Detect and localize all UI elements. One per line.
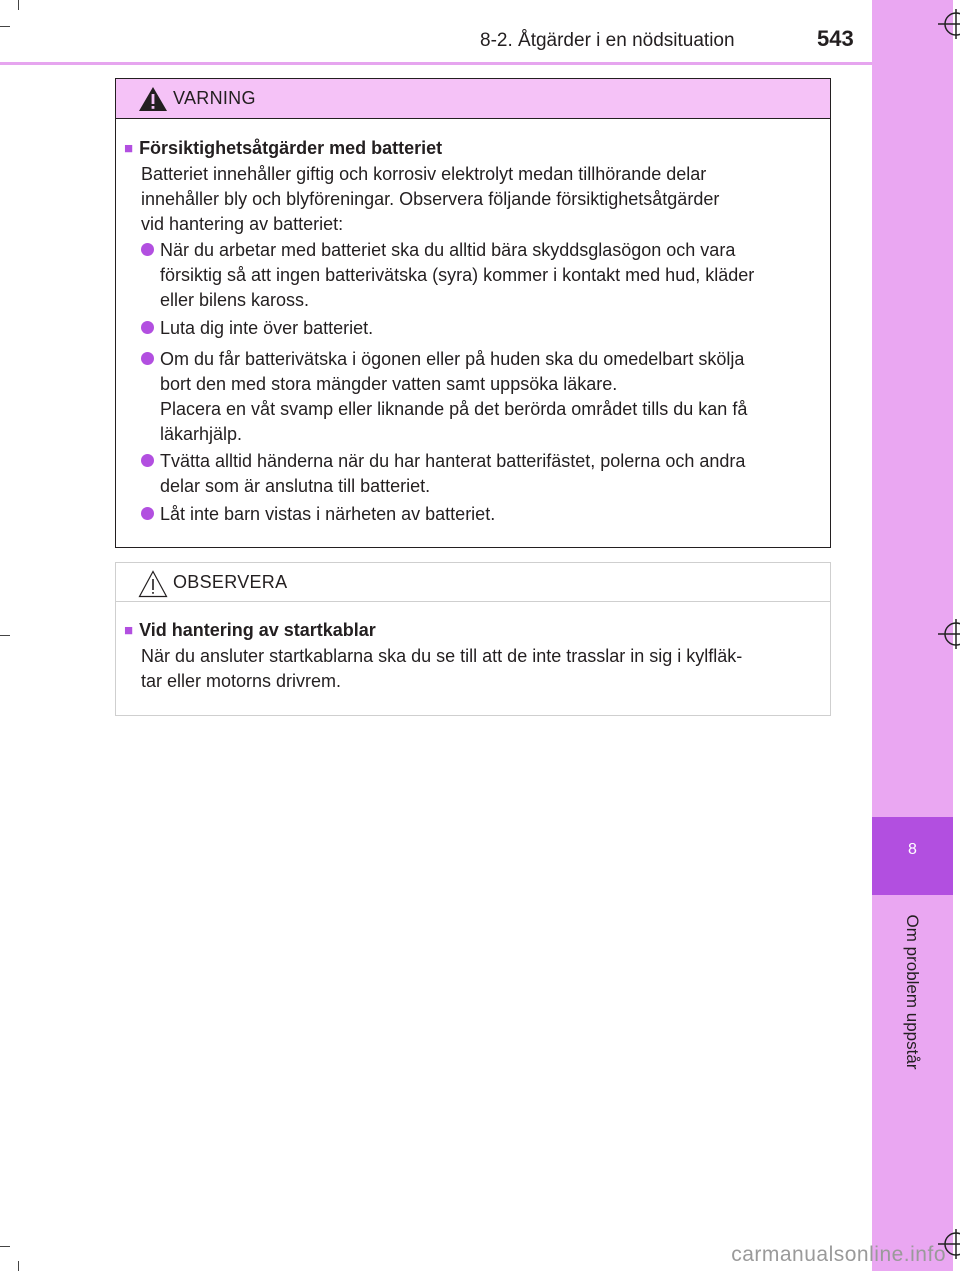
running-header: 8-2. Åtgärder i en nödsituation <box>480 30 735 51</box>
crop-mark <box>0 26 10 27</box>
text-line: När du arbetar med batteriet ska du alltid bära skyddsglasögon och vara <box>160 240 736 260</box>
chapter-number-box <box>872 817 953 895</box>
crop-mark <box>18 1261 19 1271</box>
bullet-dot-icon <box>141 507 154 520</box>
text-line: försiktig så att ingen batterivätska (syra) kommer i kontakt med hud, kläder <box>160 265 755 285</box>
registration-mark-icon <box>938 614 960 654</box>
section-title <box>124 137 442 161</box>
crop-mark <box>18 0 19 10</box>
notice-box <box>115 562 831 716</box>
notice-text <box>141 644 825 694</box>
bullet-dot-icon <box>141 352 154 365</box>
text-line: tar eller motorns drivrem. <box>141 671 342 691</box>
section-title <box>124 619 376 643</box>
text-line: delar som är anslutna till batteriet. <box>160 476 431 496</box>
bullet-dot-icon <box>141 454 154 467</box>
list-item <box>141 316 825 341</box>
text-line: Om du får batterivätska i ögonen eller på huden ska du omedelbart skölja <box>160 349 745 369</box>
square-bullet-icon: ■ <box>124 140 134 157</box>
registration-mark-icon <box>938 4 960 44</box>
text-line: Tvätta alltid händerna när du har hanterat batterifästet, polerna och andra <box>160 451 746 471</box>
text-line: eller bilens kaross. <box>160 290 310 310</box>
section-title-text: Försiktighetsåtgärder med batteriet <box>139 138 443 158</box>
crop-mark <box>0 1246 10 1247</box>
text-line: Batteriet innehåller giftig och korrosiv elektrolyt medan tillhörande delar <box>141 164 707 184</box>
text-line: Luta dig inte över batteriet. <box>160 318 374 338</box>
text-line: innehåller bly och blyföreningar. Observera följande försiktighetsåtgärder <box>141 189 720 209</box>
notice-header <box>116 563 830 602</box>
chapter-number: 8 <box>908 841 917 858</box>
text-line: läkarhjälp. <box>160 424 243 444</box>
text-line: bort den med stora mängder vatten samt uppsöka läkare. <box>160 374 618 394</box>
text-line: vid hantering av batteriet: <box>141 214 344 234</box>
notice-label: OBSERVERA <box>173 572 288 592</box>
list-item <box>141 502 825 527</box>
warning-triangle-icon <box>138 86 168 112</box>
section-title-text: Vid hantering av startkablar <box>139 620 376 640</box>
text-line: Låt inte barn vistas i närheten av batteriet. <box>160 504 496 524</box>
bullet-dot-icon <box>141 321 154 334</box>
warning-label: VARNING <box>173 88 256 108</box>
caution-triangle-outline-icon <box>138 570 168 598</box>
warning-box <box>115 78 831 548</box>
page-number: 543 <box>817 26 854 51</box>
square-bullet-icon: ■ <box>124 622 134 639</box>
crop-mark <box>0 635 10 636</box>
warning-header <box>116 79 830 119</box>
list-item <box>141 449 825 499</box>
chapter-label: Om problem uppstår <box>903 914 922 1070</box>
header-rule <box>0 62 872 65</box>
text-line: Placera en våt svamp eller liknande på det berörda området tills du kan få <box>160 399 748 419</box>
text-line: När du ansluter startkablarna ska du se till att de inte trasslar in sig i kylfläk- <box>141 646 743 666</box>
list-item <box>141 238 825 313</box>
warning-intro <box>141 162 825 237</box>
watermark: carmanualsonline.info <box>731 1243 946 1266</box>
list-item <box>141 347 825 447</box>
bullet-dot-icon <box>141 243 154 256</box>
